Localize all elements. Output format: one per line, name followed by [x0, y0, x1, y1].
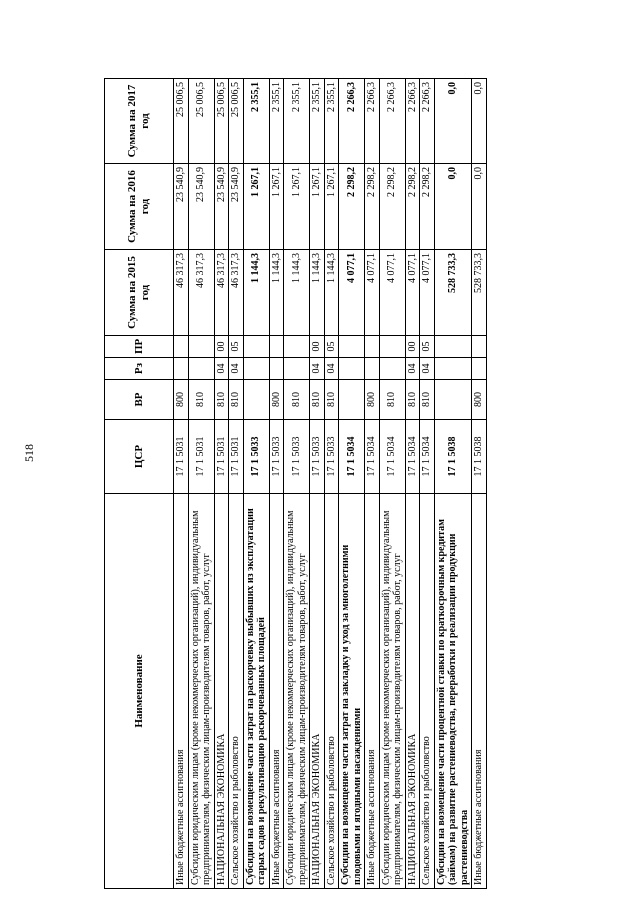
cell-rz: 04	[324, 358, 339, 380]
cell-sum-2015: 1 144,3	[243, 250, 269, 336]
cell-vr: 810	[324, 380, 339, 420]
page-number: 518	[22, 444, 36, 462]
cell-sum-2015: 4 077,1	[379, 250, 405, 336]
table-body	[174, 79, 487, 889]
cell-rz: 04	[229, 358, 244, 380]
table-row	[188, 79, 214, 889]
cell-vr	[339, 380, 365, 420]
cell-pr	[188, 336, 214, 358]
cell-rz	[284, 358, 310, 380]
budget-table	[104, 78, 487, 889]
table-row	[269, 79, 284, 889]
header-pr: ПР	[105, 336, 174, 358]
cell-sum-2016: 1 267,1	[243, 164, 269, 250]
cell-csr: 17 1 5034	[420, 420, 435, 494]
cell-csr: 17 1 5033	[284, 420, 310, 494]
cell-rz	[174, 358, 189, 380]
cell-pr	[339, 336, 365, 358]
cell-sum-2015: 4 077,1	[420, 250, 435, 336]
cell-name: НАЦИОНАЛЬНАЯ ЭКОНОМИКА	[214, 494, 229, 889]
cell-sum-2017: 2 355,1	[310, 79, 325, 164]
cell-sum-2016: 0,0	[472, 164, 487, 250]
cell-name: Иные бюджетные ассигнования	[472, 494, 487, 889]
cell-csr: 17 1 5034	[365, 420, 380, 494]
cell-rz	[472, 358, 487, 380]
cell-csr: 17 1 5038	[472, 420, 487, 494]
cell-name: НАЦИОНАЛЬНАЯ ЭКОНОМИКА	[405, 494, 420, 889]
cell-pr: 00	[214, 336, 229, 358]
cell-rz: 04	[405, 358, 420, 380]
header-sum-2016: Сумма на 2016 год	[105, 164, 174, 250]
header-name: Наименование	[105, 494, 174, 889]
cell-pr: 05	[229, 336, 244, 358]
cell-rz	[269, 358, 284, 380]
cell-rz	[188, 358, 214, 380]
cell-vr: 810	[188, 380, 214, 420]
cell-sum-2016: 1 267,1	[310, 164, 325, 250]
cell-rz	[365, 358, 380, 380]
cell-sum-2017: 25 006,5	[229, 79, 244, 164]
cell-name: Субсидии юридическим лицам (кроме некоммерческих организаций), индивидуальным предпринимателям, физическим лицам-производителям товаров, работ, услуг	[379, 494, 405, 889]
cell-vr: 810	[405, 380, 420, 420]
table-row	[405, 79, 420, 889]
cell-sum-2015: 1 144,3	[324, 250, 339, 336]
cell-pr	[284, 336, 310, 358]
table-row	[434, 79, 472, 889]
cell-pr	[243, 336, 269, 358]
table-container	[104, 79, 640, 889]
cell-sum-2015: 46 317,3	[174, 250, 189, 336]
cell-vr: 800	[174, 380, 189, 420]
header-sum-2017: Сумма на 2017 год	[105, 79, 174, 164]
cell-name: Субсидии на возмещение части процентной ставки по краткосрочным кредитам (займам) на развитие растениеводства, переработки и реализации продукции растениеводства	[434, 494, 472, 889]
cell-sum-2017: 2 266,3	[339, 79, 365, 164]
cell-sum-2015: 1 144,3	[269, 250, 284, 336]
cell-sum-2017: 2 355,1	[243, 79, 269, 164]
cell-sum-2017: 2 266,3	[379, 79, 405, 164]
cell-sum-2016: 2 298,2	[339, 164, 365, 250]
cell-name: Иные бюджетные ассигнования	[174, 494, 189, 889]
table-row	[472, 79, 487, 889]
cell-sum-2017: 2 266,3	[420, 79, 435, 164]
cell-name: Сельское хозяйство и рыболовство	[229, 494, 244, 889]
cell-vr	[243, 380, 269, 420]
header-vr: ВР	[105, 380, 174, 420]
cell-pr: 05	[324, 336, 339, 358]
cell-name: Субсидии на возмещение части затрат на закладку и уход за многолетними плодовыми и ягодными насаждениями	[339, 494, 365, 889]
cell-csr: 17 1 5031	[214, 420, 229, 494]
cell-sum-2016: 23 540,9	[174, 164, 189, 250]
cell-pr	[379, 336, 405, 358]
table-row	[284, 79, 310, 889]
cell-vr: 810	[214, 380, 229, 420]
table-row	[339, 79, 365, 889]
cell-name: Субсидии юридическим лицам (кроме некоммерческих организаций), индивидуальным предпринимателям, физическим лицам-производителям товаров, работ, услуг	[188, 494, 214, 889]
cell-vr: 810	[310, 380, 325, 420]
cell-sum-2017: 2 355,1	[324, 79, 339, 164]
cell-csr: 17 1 5034	[339, 420, 365, 494]
cell-name: Субсидии юридическим лицам (кроме некоммерческих организаций), индивидуальным предпринимателям, физическим лицам-производителям товаров, работ, услуг	[284, 494, 310, 889]
table-row	[379, 79, 405, 889]
cell-pr	[269, 336, 284, 358]
cell-pr: 00	[310, 336, 325, 358]
cell-csr: 17 1 5031	[229, 420, 244, 494]
cell-sum-2015: 528 733,3	[434, 250, 472, 336]
cell-name: Сельское хозяйство и рыболовство	[324, 494, 339, 889]
cell-name: Субсидии на возмещение части затрат на раскорчевку выбывших из эксплуатации старых садов и рекультивацию раскорчеванных площадей	[243, 494, 269, 889]
cell-pr	[365, 336, 380, 358]
cell-sum-2017: 25 006,5	[188, 79, 214, 164]
cell-name: Иные бюджетные ассигнования	[269, 494, 284, 889]
cell-csr: 17 1 5034	[379, 420, 405, 494]
cell-sum-2017: 25 006,5	[174, 79, 189, 164]
cell-rz	[339, 358, 365, 380]
cell-sum-2016: 1 267,1	[324, 164, 339, 250]
cell-rz: 04	[214, 358, 229, 380]
cell-sum-2017: 2 355,1	[284, 79, 310, 164]
cell-sum-2015: 1 144,3	[284, 250, 310, 336]
header-csr: ЦСР	[105, 420, 174, 494]
header-sum-2015: Сумма на 2015 год	[105, 250, 174, 336]
cell-rz	[434, 358, 472, 380]
cell-csr: 17 1 5033	[269, 420, 284, 494]
cell-rz	[379, 358, 405, 380]
cell-sum-2015: 46 317,3	[214, 250, 229, 336]
cell-sum-2016: 2 298,2	[379, 164, 405, 250]
cell-vr: 810	[379, 380, 405, 420]
cell-pr	[434, 336, 472, 358]
cell-sum-2017: 0,0	[472, 79, 487, 164]
cell-name: Иные бюджетные ассигнования	[365, 494, 380, 889]
cell-csr: 17 1 5033	[310, 420, 325, 494]
cell-csr: 17 1 5031	[174, 420, 189, 494]
cell-vr: 810	[284, 380, 310, 420]
cell-vr: 810	[420, 380, 435, 420]
cell-vr	[434, 380, 472, 420]
cell-csr: 17 1 5031	[188, 420, 214, 494]
header-rz: Рз	[105, 358, 174, 380]
cell-sum-2015: 4 077,1	[405, 250, 420, 336]
cell-sum-2017: 25 006,5	[214, 79, 229, 164]
cell-sum-2016: 0,0	[434, 164, 472, 250]
table-row	[365, 79, 380, 889]
cell-csr: 17 1 5034	[405, 420, 420, 494]
cell-sum-2016: 2 298,2	[405, 164, 420, 250]
cell-sum-2017: 2 355,1	[269, 79, 284, 164]
cell-name: НАЦИОНАЛЬНАЯ ЭКОНОМИКА	[310, 494, 325, 889]
cell-pr: 05	[420, 336, 435, 358]
header-row	[105, 79, 174, 889]
cell-rz: 04	[420, 358, 435, 380]
cell-sum-2016: 1 267,1	[269, 164, 284, 250]
table-row	[310, 79, 325, 889]
cell-sum-2015: 4 077,1	[339, 250, 365, 336]
cell-csr: 17 1 5033	[243, 420, 269, 494]
cell-vr: 800	[365, 380, 380, 420]
cell-sum-2015: 46 317,3	[188, 250, 214, 336]
cell-sum-2016: 2 298,2	[365, 164, 380, 250]
cell-rz: 04	[310, 358, 325, 380]
cell-pr	[472, 336, 487, 358]
table-row	[420, 79, 435, 889]
cell-vr: 810	[229, 380, 244, 420]
cell-rz	[243, 358, 269, 380]
table-row	[243, 79, 269, 889]
cell-sum-2015: 528 733,3	[472, 250, 487, 336]
cell-sum-2016: 23 540,9	[229, 164, 244, 250]
cell-vr: 800	[472, 380, 487, 420]
cell-vr: 800	[269, 380, 284, 420]
cell-name: Сельское хозяйство и рыболовство	[420, 494, 435, 889]
rotated-table	[104, 79, 640, 889]
cell-sum-2015: 4 077,1	[365, 250, 380, 336]
cell-sum-2016: 2 298,2	[420, 164, 435, 250]
cell-sum-2015: 1 144,3	[310, 250, 325, 336]
cell-sum-2017: 2 266,3	[405, 79, 420, 164]
cell-sum-2016: 1 267,1	[284, 164, 310, 250]
cell-csr: 17 1 5033	[324, 420, 339, 494]
table-row	[324, 79, 339, 889]
cell-pr: 00	[405, 336, 420, 358]
table-row	[174, 79, 189, 889]
cell-sum-2017: 0,0	[434, 79, 472, 164]
cell-sum-2016: 23 540,9	[214, 164, 229, 250]
cell-csr: 17 1 5038	[434, 420, 472, 494]
cell-sum-2015: 46 317,3	[229, 250, 244, 336]
table-row	[214, 79, 229, 889]
cell-sum-2017: 2 266,3	[365, 79, 380, 164]
cell-sum-2016: 23 540,9	[188, 164, 214, 250]
cell-pr	[174, 336, 189, 358]
table-row	[229, 79, 244, 889]
